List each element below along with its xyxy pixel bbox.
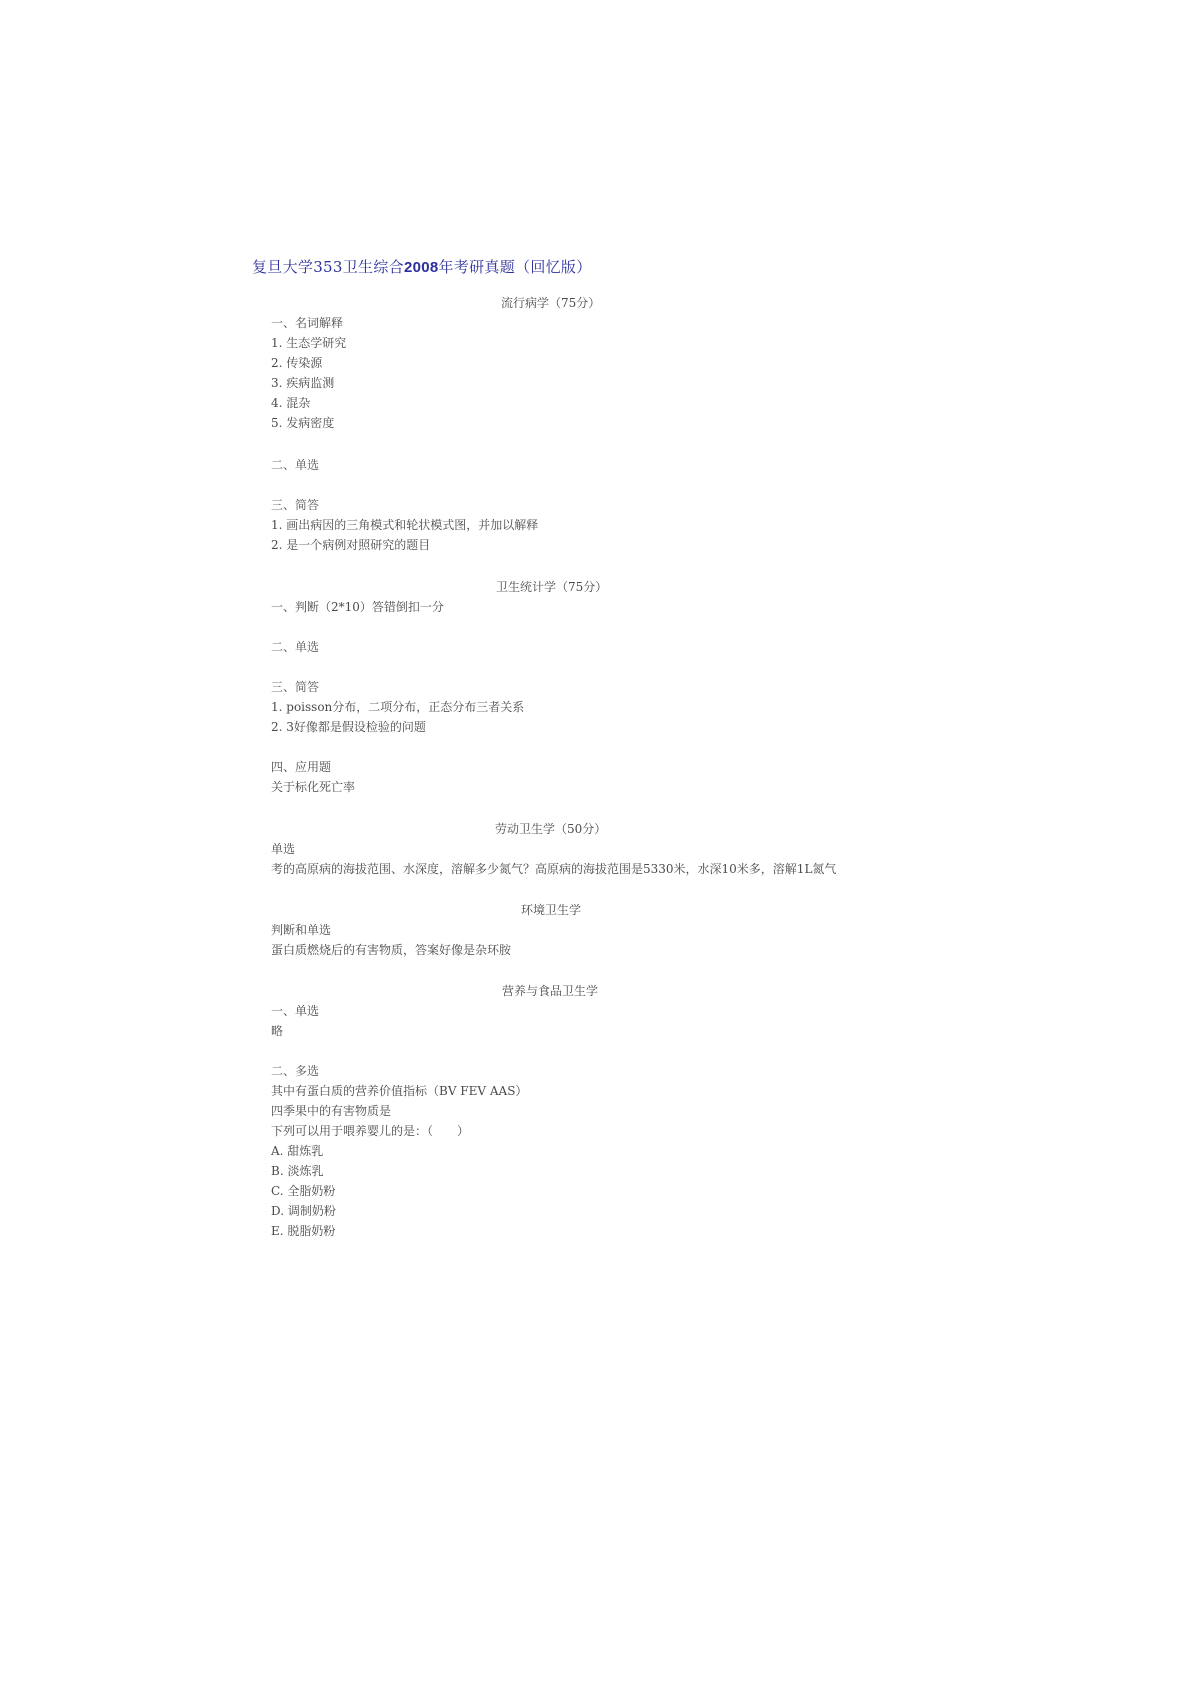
statistics-part3: 三、简答 bbox=[271, 680, 320, 694]
statistics-part2: 二、单选 bbox=[271, 640, 320, 654]
statistics-part1: 一、判断（2*10）答错倒扣一分 bbox=[271, 600, 444, 614]
nutrition-option-b: B. 淡炼乳 bbox=[271, 1164, 324, 1178]
section-heading-statistics: 卫生统计学（75分） bbox=[496, 580, 608, 594]
occupational-question: 考的高原病的海拔范围、水深度，溶解多少氮气？高原病的海拔范围是5330米，水深10米多，溶解1L氮气 bbox=[271, 862, 837, 876]
epidemiology-part1: 一、名词解释 bbox=[271, 316, 344, 330]
section-heading-occupational: 劳动卫生学（50分） bbox=[495, 822, 607, 836]
epidemiology-item-3: 3. 疾病监测 bbox=[271, 376, 335, 390]
statistics-answer-2: 2. 3好像都是假设检验的问题 bbox=[271, 720, 426, 734]
epidemiology-answer-2: 2. 是一个病例对照研究的题目 bbox=[271, 538, 431, 552]
title-prefix: 复旦大学353卫生综合 bbox=[252, 258, 404, 276]
section-heading-nutrition: 营养与食品卫生学 bbox=[502, 984, 599, 998]
epidemiology-item-5: 5. 发病密度 bbox=[271, 416, 335, 430]
environmental-question: 蛋白质燃烧后的有害物质，答案好像是杂环胺 bbox=[271, 943, 512, 957]
occupational-part1: 单选 bbox=[271, 842, 296, 856]
title-suffix: 年考研真题（回忆版） bbox=[438, 258, 592, 276]
epidemiology-item-4: 4. 混杂 bbox=[271, 396, 311, 410]
epidemiology-answer-1: 1. 画出病因的三角模式和轮状模式图，并加以解释 bbox=[271, 518, 539, 532]
nutrition-option-c: C. 全脂奶粉 bbox=[271, 1184, 336, 1198]
nutrition-part2: 二、多选 bbox=[271, 1064, 320, 1078]
nutrition-part1-text: 略 bbox=[271, 1024, 284, 1038]
epidemiology-item-1: 1. 生态学研究 bbox=[271, 336, 347, 350]
section-heading-environmental: 环境卫生学 bbox=[521, 903, 582, 917]
nutrition-option-a: A. 甜炼乳 bbox=[271, 1144, 324, 1158]
epidemiology-item-2: 2. 传染源 bbox=[271, 356, 323, 370]
title-year: 2008 bbox=[403, 259, 439, 276]
epidemiology-part3: 三、简答 bbox=[271, 498, 320, 512]
statistics-part4: 四、应用题 bbox=[271, 760, 332, 774]
section-heading-epidemiology: 流行病学（75分） bbox=[501, 296, 601, 310]
nutrition-line-3: 下列可以用于喂养婴儿的是：（ ） bbox=[271, 1124, 470, 1138]
nutrition-option-e: E. 脱脂奶粉 bbox=[271, 1224, 336, 1238]
nutrition-line-2: 四季果中的有害物质是 bbox=[271, 1104, 392, 1118]
statistics-answer-1: 1. poisson分布，二项分布，正态分布三者关系 bbox=[271, 700, 525, 714]
environmental-part1: 判断和单选 bbox=[271, 923, 332, 937]
statistics-application: 关于标化死亡率 bbox=[271, 780, 356, 794]
nutrition-line-1: 其中有蛋白质的营养价值指标（BV FEV AAS） bbox=[271, 1084, 528, 1098]
document-title bbox=[252, 256, 592, 277]
nutrition-option-d: D. 调制奶粉 bbox=[271, 1204, 336, 1218]
epidemiology-part2: 二、单选 bbox=[271, 458, 320, 472]
nutrition-part1: 一、单选 bbox=[271, 1004, 320, 1018]
